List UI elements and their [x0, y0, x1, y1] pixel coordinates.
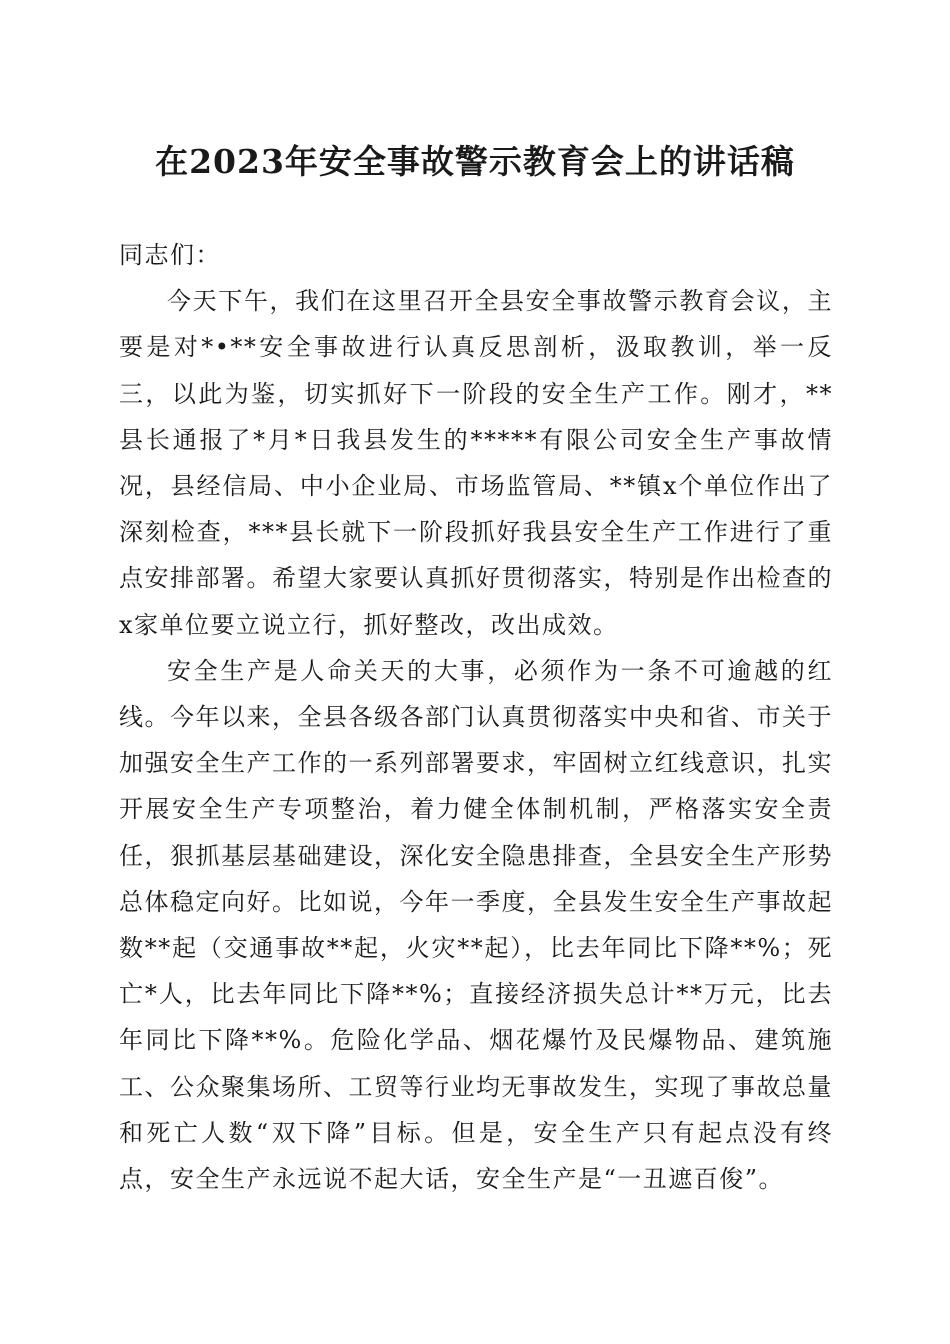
paragraph-2: 安全生产是人命关天的大事，必须作为一条不可逾越的红线。今年以来，全县各级各部门认真贯彻落实中央和省、市关于加强安全生产工作的一系列部署要求，牢固树立红线意识，扎实开展安全生产专项整治，着力健全体制机制，严格落实安全责任，狠抓基层基础建设，深化安全隐患排查，全县安全生产形势总体稳定向好。比如说，今年一季度，全县发生安全生产事故起数**起（交通事故**起，火灾**起），比去年同比下降**%；死亡*人，比去年同比下降**%；直接经济损失总计**万元，比去年同比下降**%。危险化学品、烟花爆竹及民爆物品、建筑施工、公众聚集场所、工贸等行业均无事故发生，实现了事故总量和死亡人数“双下降”目标。但是，安全生产只有起点没有终点，安全生产永远说不起大话，安全生产是“一丑遮百俊”。	[119, 656, 833, 1194]
document-title: 在2023年安全事故警示教育会上的讲话稿	[155, 142, 795, 181]
paragraph-1: 今天下午，我们在这里召开全县安全事故警示教育会议，主要是对*•**安全事故进行认真反思剖析，汲取教训，举一反三，以此为鉴，切实抓好下一阶段的安全生产工作。刚才，**县长通报了*月*日我县发生的*****有限公司安全生产事故情况，县经信局、中小企业局、市场监管局、**镇x个单位作出了深刻检查，***县长就下一阶段抓好我县安全生产工作进行了重点安排部署。希望大家要认真抓好贯彻落实，特别是作出检查的x家单位要立说立行，抓好整改，改出成效。	[119, 287, 833, 639]
greeting: 同志们：	[119, 241, 221, 269]
document-body	[119, 232, 833, 1202]
